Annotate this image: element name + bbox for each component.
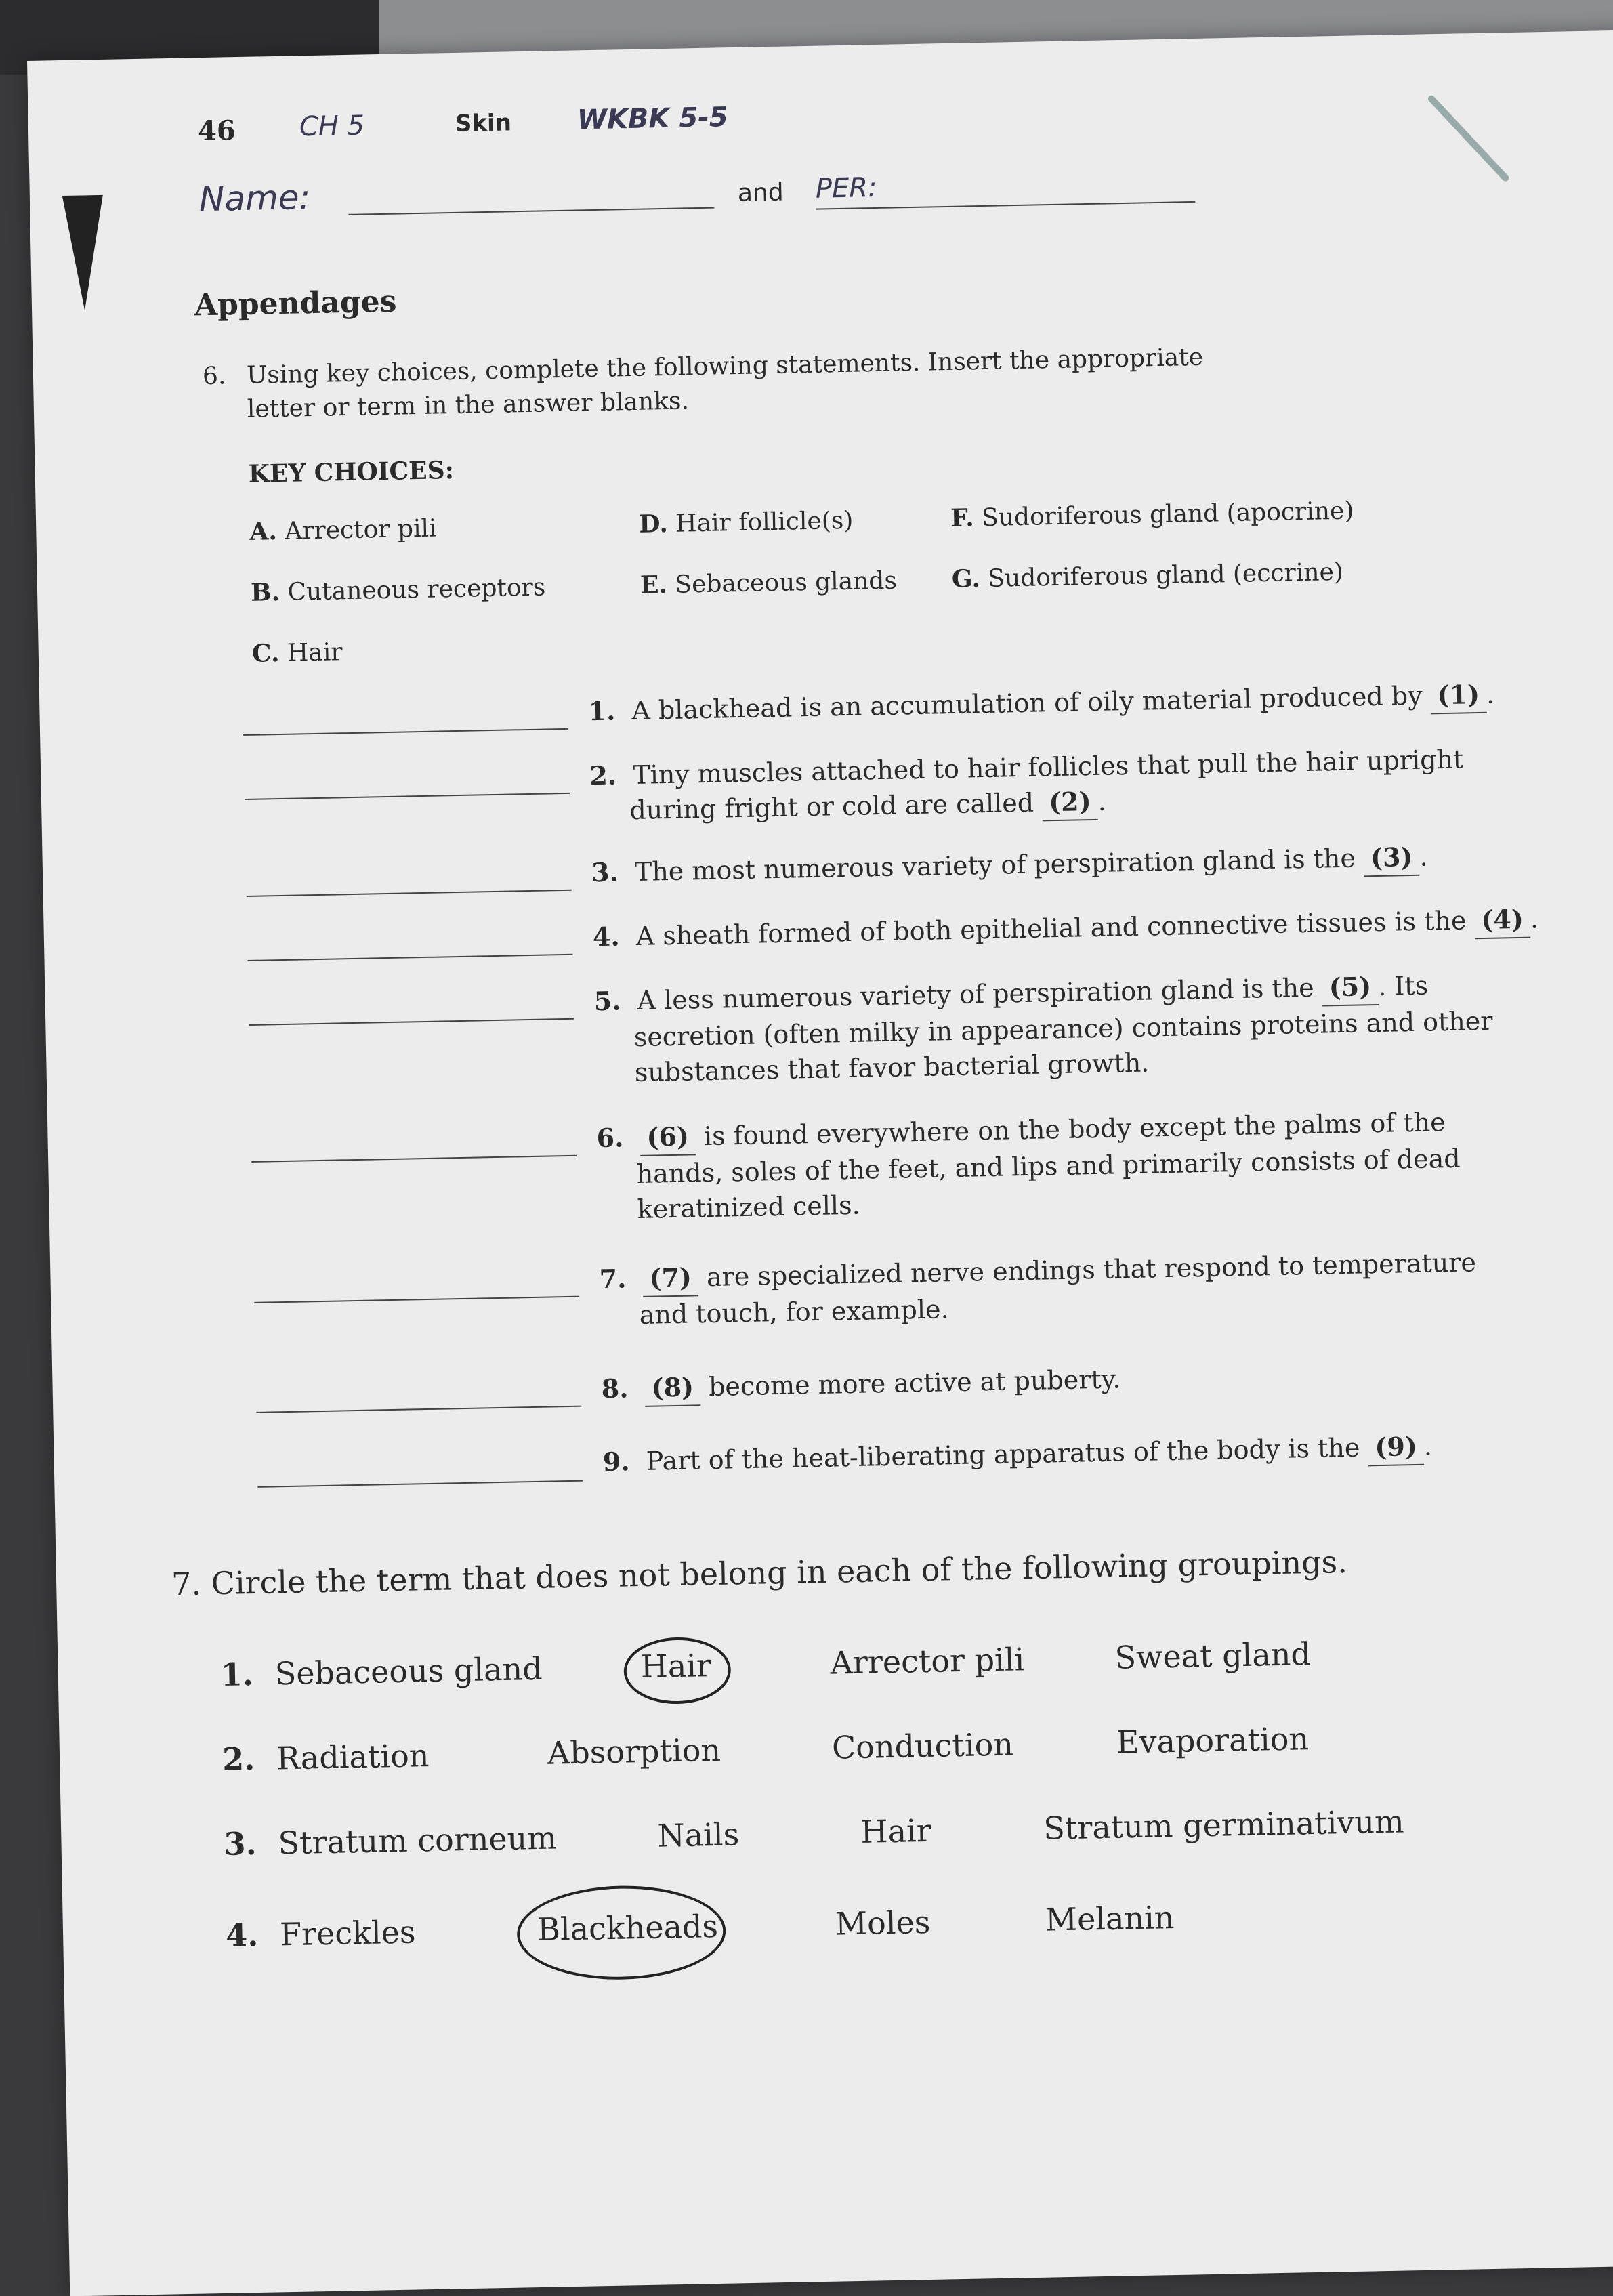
answer-blank-9[interactable] [257,1480,583,1488]
answer-blank-7[interactable] [254,1296,579,1303]
key-choice-e: E. Sebaceous glands [640,566,898,600]
key-choices-title: KEY CHOICES: [248,456,455,488]
statement-4-blank: (4) [1474,902,1530,940]
group2-number: 2. [222,1740,255,1778]
group4-term-3: Moles [835,1903,931,1942]
answer-blank-1[interactable] [243,728,568,736]
exercise7-instruction: 7. Circle the term that does not belong in each of the following groupings. [171,1543,1348,1603]
page-number: 46 [197,114,236,148]
key-choice-f: F. Sudoriferous gland (apocrine) [950,497,1354,533]
key-choice-g: G. Sudoriferous gland (eccrine) [951,558,1344,593]
statement-5-blank: (5) [1322,969,1378,1007]
exercise6-instruction-line1: Using key choices, complete the following statements. Insert the appropriate [246,343,1204,390]
group1-term-2: Hair [640,1647,712,1686]
topic-label: Skin [455,109,512,138]
key-choice-c: C. Hair [251,638,343,668]
exercise6-number: 6. [202,362,226,391]
statement-5: 5. A less numerous variety of perspiration gland is the (5) . Its secretion (often milky in appearance) contains proteins and other substances that favor bacterial growth. [593,967,1494,1091]
group1-term-1: Sebaceous gland [274,1650,543,1692]
answer-blank-5[interactable] [249,1018,574,1026]
chapter-handwritten: CH 5 [299,110,365,143]
statement-8-blank: (8) [644,1369,700,1407]
group2-term-1: Radiation [276,1737,430,1777]
group2-term-3: Conduction [831,1726,1014,1766]
group3-number: 3. [224,1824,257,1862]
statement-2-blank: (2) [1042,784,1098,822]
group2-term-2: Absorption [547,1731,721,1772]
circle-mark-group1 [623,1637,732,1705]
group4-number: 4. [225,1916,259,1954]
key-choice-a: A. Arrector pili [249,514,437,546]
per-label: PER: [815,171,877,205]
group1-number: 1. [220,1656,254,1693]
group4-term-2: Blackheads [537,1907,719,1948]
statement-9-blank: (9) [1368,1429,1424,1467]
key-choice-b: B. Cutaneous receptors [250,573,546,607]
and-label: and [737,178,784,207]
answer-blank-2[interactable] [245,793,570,800]
answer-blank-8[interactable] [256,1406,581,1413]
exercise6-instruction-line2: letter or term in the answer blanks. [247,387,690,423]
statement-2: 2. Tiny muscles attached to hair follicles that pull the hair upright during fright or cold are called (2) . [589,744,1464,826]
paper-clip [1427,94,1510,183]
statement-6-blank: (6) [640,1119,696,1156]
answer-blank-3[interactable] [247,890,572,897]
group1-term-4: Sweat gland [1114,1635,1312,1676]
section-title: Appendages [194,284,397,323]
worksheet-page [27,30,1613,2296]
statement-1: 1. A blackhead is an accumulation of oily material produced by (1) . [588,677,1495,731]
statement-1-blank: (1) [1430,677,1486,715]
statement-8: 8. (8) become more active at puberty. [601,1361,1120,1408]
statement-6: 6. (6) is found everywhere on the body except the palms of the hands, soles of the feet, and lips and primarily consists of dead keratinized cells. [596,1107,1461,1225]
group4-term-4: Melanin [1045,1899,1175,1938]
name-label: Name: [198,178,311,220]
group4-term-1: Freckles [279,1913,416,1953]
answer-blank-6[interactable] [251,1155,577,1163]
group3-term-1: Stratum corneum [278,1819,558,1862]
group3-term-4: Stratum germinativum [1043,1803,1405,1847]
statement-3-blank: (3) [1363,839,1419,877]
group1-term-3: Arrector pili [830,1641,1025,1682]
statement-9: 9. Part of the heat-liberating apparatus of the body is the (9) . [602,1429,1432,1481]
key-choice-d: D. Hair follicle(s) [638,506,854,539]
group3-term-2: Nails [656,1816,740,1854]
statement-4: 4. A sheath formed of both epithelial and connective tissues is the (4) . [592,901,1538,956]
binder-clip-shadow [62,195,105,311]
name-field-line[interactable] [348,207,714,215]
answer-blank-4[interactable] [248,954,573,961]
circle-mark-group4 [516,1884,727,1982]
statement-7: 7. (7) are specialized nerve endings that respond to temperature and touch, for example. [599,1247,1477,1330]
statement-3: 3. The most numerous variety of perspiration gland is the (3) . [591,839,1428,892]
group2-term-4: Evaporation [1116,1720,1310,1761]
group3-term-3: Hair [860,1812,932,1850]
statement-7-blank: (7) [642,1259,698,1297]
worksheet-handwritten: WKBK 5-5 [577,102,729,136]
